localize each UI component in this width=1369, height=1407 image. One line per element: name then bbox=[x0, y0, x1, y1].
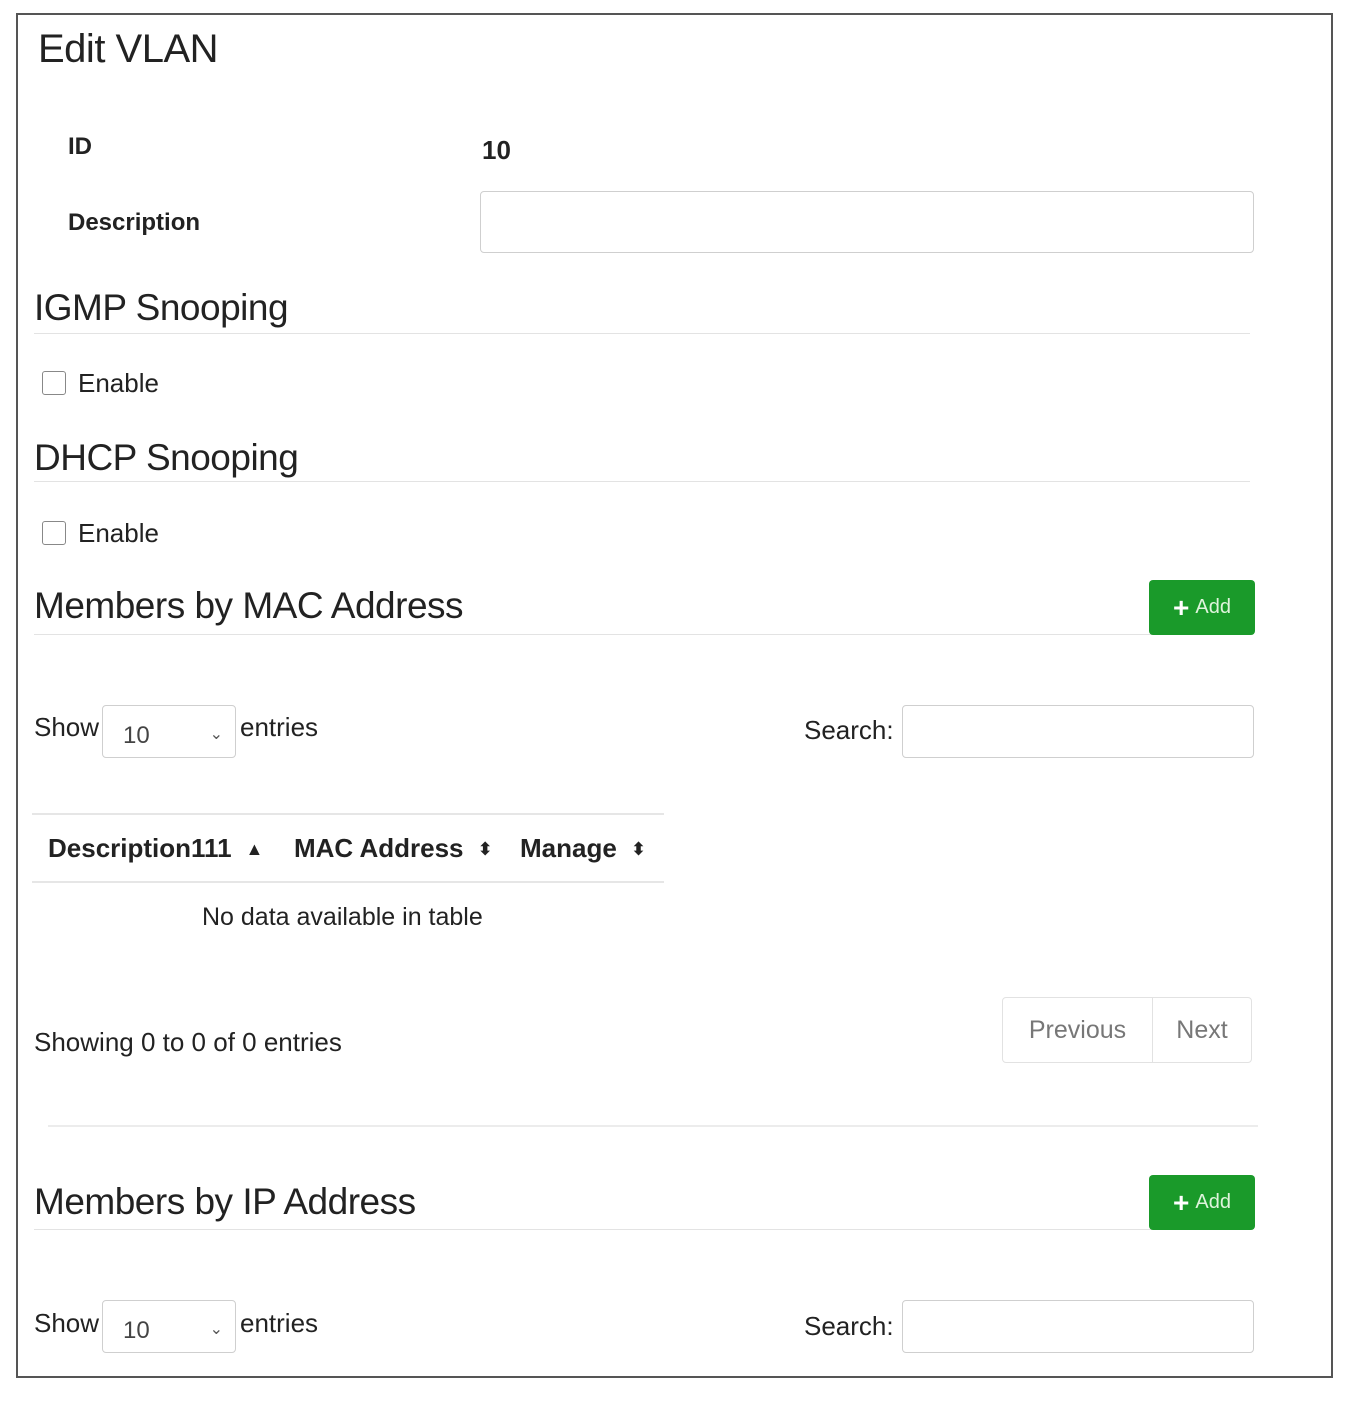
sort-asc-icon: ▲ bbox=[245, 838, 264, 859]
plus-icon: + bbox=[1173, 591, 1190, 623]
col-description111[interactable] bbox=[48, 833, 263, 864]
page-title: Edit VLAN bbox=[38, 27, 219, 71]
ip-entries-value: 10 bbox=[123, 1316, 150, 1344]
col-mac-address-label: MAC Address bbox=[294, 833, 464, 863]
igmp-enable-label: Enable bbox=[78, 368, 159, 398]
mac-table-top-border bbox=[32, 813, 664, 815]
id-value: 10 bbox=[482, 135, 511, 165]
add-mac-member-button[interactable] bbox=[1149, 580, 1255, 635]
mac-table-info: Showing 0 to 0 of 0 entries bbox=[34, 1027, 342, 1057]
add-mac-member-label: Add bbox=[1195, 596, 1231, 618]
section-separator bbox=[48, 1125, 1258, 1127]
add-ip-member-button[interactable] bbox=[1149, 1175, 1255, 1230]
sort-both-icon: ⬍ bbox=[477, 838, 493, 859]
mac-search-label: Search: bbox=[804, 715, 894, 745]
mac-entries-select[interactable] bbox=[102, 705, 236, 758]
description-input[interactable] bbox=[480, 191, 1254, 253]
mac-entries-value: 10 bbox=[123, 721, 150, 749]
igmp-section-title: IGMP Snooping bbox=[34, 287, 289, 328]
mac-search-input[interactable] bbox=[902, 705, 1254, 758]
col-mac-address[interactable] bbox=[294, 833, 493, 864]
dhcp-divider bbox=[34, 481, 1250, 482]
mac-members-divider bbox=[34, 634, 1250, 635]
igmp-divider bbox=[34, 333, 1250, 334]
chevron-down-icon: ⌄ bbox=[209, 725, 223, 743]
previous-button[interactable]: Previous bbox=[1003, 998, 1153, 1062]
dhcp-section-title: DHCP Snooping bbox=[34, 437, 299, 478]
ip-show-label: Show bbox=[34, 1308, 100, 1338]
mac-pagination bbox=[1002, 997, 1252, 1063]
ip-entries-label: entries bbox=[240, 1308, 319, 1338]
igmp-enable-checkbox[interactable] bbox=[42, 371, 66, 395]
ip-entries-select[interactable] bbox=[102, 1300, 236, 1353]
col-manage[interactable] bbox=[520, 833, 646, 864]
mac-table-empty-message: No data available in table bbox=[202, 903, 483, 931]
edit-vlan-panel bbox=[16, 13, 1333, 1378]
mac-show-label: Show bbox=[34, 712, 100, 742]
description-label: Description bbox=[68, 209, 201, 236]
col-description111-label: Description111 bbox=[48, 833, 232, 863]
ip-members-title: Members by IP Address bbox=[34, 1181, 416, 1222]
dhcp-enable-label: Enable bbox=[78, 518, 159, 548]
col-manage-label: Manage bbox=[520, 833, 617, 863]
ip-members-divider bbox=[34, 1229, 1250, 1230]
ip-search-input[interactable] bbox=[902, 1300, 1254, 1353]
plus-icon: + bbox=[1173, 1186, 1190, 1218]
id-label: ID bbox=[68, 133, 92, 160]
dhcp-enable-checkbox[interactable] bbox=[42, 521, 66, 545]
sort-both-icon: ⬍ bbox=[630, 838, 646, 859]
mac-table-header-border bbox=[32, 881, 664, 883]
mac-members-title: Members by MAC Address bbox=[34, 585, 464, 626]
mac-entries-label: entries bbox=[240, 712, 319, 742]
next-button[interactable]: Next bbox=[1176, 1015, 1228, 1044]
chevron-down-icon: ⌄ bbox=[209, 1320, 223, 1338]
ip-search-label: Search: bbox=[804, 1311, 894, 1341]
add-ip-member-label: Add bbox=[1195, 1191, 1231, 1213]
